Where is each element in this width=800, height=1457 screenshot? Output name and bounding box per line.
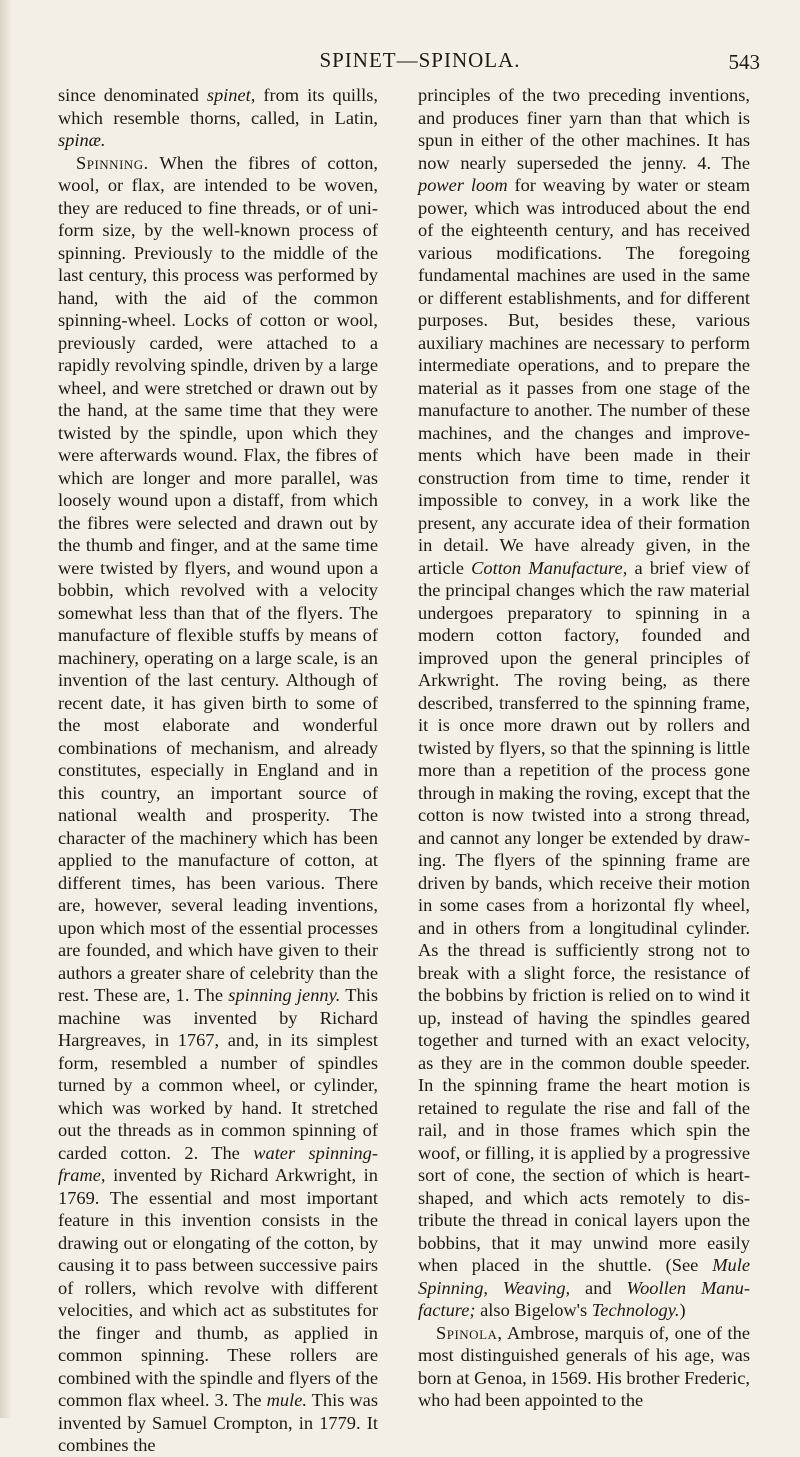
text-run: since denominated [58,85,207,105]
cross-reference: Mule Spinning, Weaving, [418,1255,750,1298]
cross-reference: Woollen Manufacture; [418,1277,751,1320]
cross-reference: Technology. [591,1300,680,1320]
italic-term: spinet, [206,85,256,105]
running-head: SPINET—SPINOLA. [319,48,521,72]
text-run: a brief view of the principal changes which the raw material undergoes preparatory to spinning in a modern cotton factory, founded and improved upon the general principles of Arkwright. The roving being, as there described, transferred to the spinning frame, it is once more drawn out by rollers and twisted by flyers, so that the spinning is little more than a repetition of the process gone through in making the roving, except that the cotton is now twisted into a strong thread, and cannot any longer be extended by drawing. The flyers of the spinning frame are driven by bands, which receive their motion in some cases from a horizontal fly wheel, and in others from a longitudinal cylinder. As the thread is sufficiently strong not to break with a slight force, the resistance of the bobbins by friction is relied on to wind it up, instead of having the spindles geared together and turned with an exact velocity, as they are in the common double speeder. In the spinning frame the heart motion is retained to regulate the rise and fall of the rail, and in those frames which spin the woof, or filling, it is applied by a progressive sort of cone, the section of which is heart-shaped, and which acts remotely to distribute the thread in conical layers upon the bobbins, that it may unwind more easily when placed in the shuttle. (See [418,557,750,1275]
entry-headword: Spinning. [76,152,149,173]
spinning-continuation-paragraph [418,84,750,1322]
text-run: also Bigelow's [475,1300,592,1320]
text-run: ) [679,1300,686,1320]
italic-term: spinæ. [58,130,106,150]
text-run: This machine was invented by Richard Hargreaves, in 1767, and, in its simplest form, resembled a number of spindles turned by a common wheel, or cylinder, which was worked by hand. It stretched out the threads as in common spinning of carded cotton. 2. The [58,985,378,1163]
italic-term: power loom [418,175,508,195]
text-run: principles of the two preceding inventions, and produces finer yarn than that which is spun in either of the other machines. It has now nearly superseded the jenny. 4. The [418,85,750,173]
text-run: When the fibres of cotton, wool, or flax, are intended to be woven, they are reduced to fine threads, or of uniform size, by the well-known process of spinning. Previously to the middle of the last century, this process was performed by hand, with the aid of the common spinning-wheel. Locks of cotton or wool, previously carded, were attached to a rapidly revolving spindle, driven by a large wheel, and were stretched or drawn out by the hand, at the same time that they were twisted by the spindle, upon which they were afterwards wound. Flax, the fibres of which are longer and more parallel, was loosely wound upon a distaff, from which the fibres were selected and drawn out by the thumb and finger, and at the same time were twisted by flyers, and wound upon a bobbin, which revolved with a velocity somewhat less than that of the flyers. The manufacture of flexible stuffs by means of machinery, operating on a large scale, is an invention of the last century. Although of recent date, it has given birth to some of the most elaborate and wonderful combinations of mechanism, and already constitutes, especially in England and in this country, an important source of national wealth and prosperity. The character of the machinery which has been applied to the manufacture of cotton, at different times, has been various. There are, however, several leading inventions, upon which most of the essential processes are founded, and which have given to their authors a greater share of celebrity than the rest. These are, 1. The [58,152,378,1005]
text-run: and [570,1277,627,1298]
spinning-entry-paragraph [58,152,378,1457]
page-header [0,48,800,84]
text-run: invented by Richard Arkwright, in 1769. The essential and most important feature in this invention consists in the drawing out or elongating of the cotton, by causing it to pass between successive pairs of rollers, which revolve with different velocities, and which act as substitutes for the finger and thumb, as applied in common spinning. These rollers are combined with the spindle and flyers of the common flax wheel. 3. The [58,1165,378,1410]
text-run: from its quills, which resemble thorns, called, in Latin, [58,85,378,128]
italic-term: water spinning-frame, [58,1142,379,1185]
italic-term: mule. [266,1390,307,1410]
spinola-entry-paragraph [418,1322,750,1412]
page-number: 543 [728,50,760,74]
spinet-continuation-paragraph [58,84,378,152]
text-run: Ambrose, marquis of, one of the most distinguished generals of his age, was born at Genoa, in 1569. His brother Frederic, who had been appointed to the [418,1322,750,1410]
text-run: for weaving by water or steam power, which was introduced about the end of the eighteenth century, and has received various modifications. The foregoing fundamental machines are used in the same or different establishments, and for different purposes. But, besides these, various auxiliary machines are necessary to perform intermediate operations, and to prepare the material as it passes from one stage of the manufacture to another. The number of these machines, and the changes and improvements which have been made in their construction from time to time, render it impossible to convey, in a work like the present, any accurate idea of their formation in detail. We have already given, in the article [418,175,750,578]
page-binding-edge [0,0,12,1418]
text-run: This was invented by Samuel Crompton, in 1779. It combines the [58,1390,378,1455]
right-column [418,84,750,1412]
left-column [58,84,378,1457]
italic-term: spinning jenny. [228,985,341,1005]
cross-reference: Cotton Manufacture, [471,557,628,578]
entry-headword: Spinola, [436,1322,503,1343]
